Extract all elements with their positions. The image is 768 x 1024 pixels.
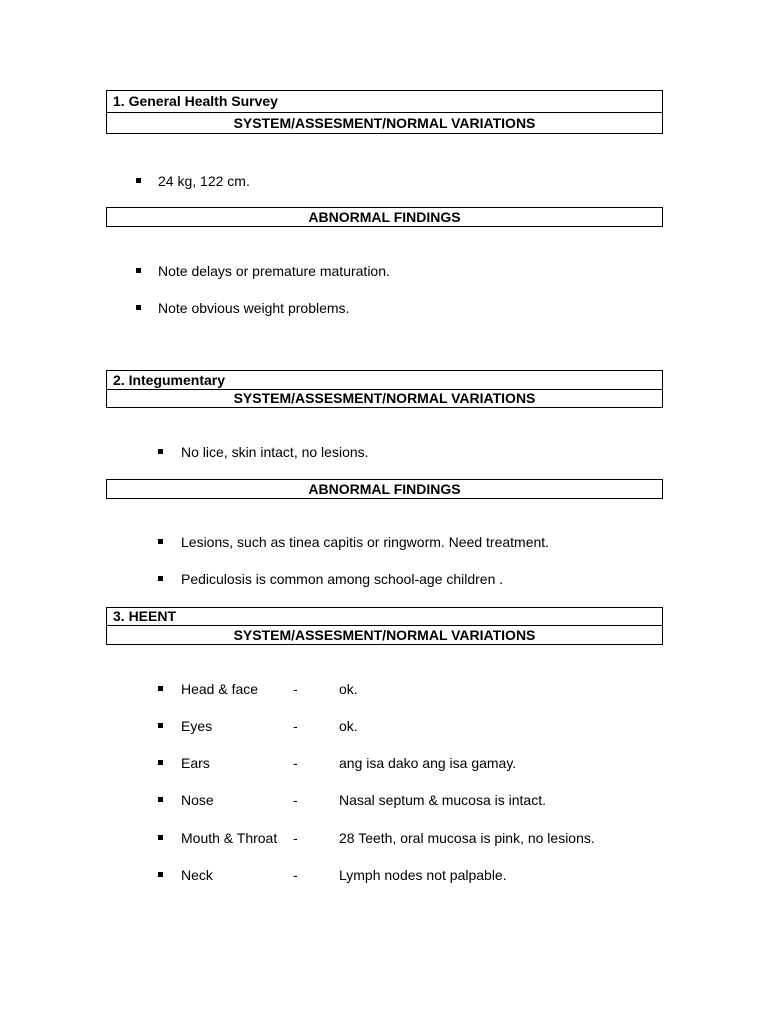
- bullet-icon: [136, 268, 141, 273]
- section-3-header-box: [106, 607, 663, 645]
- heent-row-mouth-throat: Mouth & Throat - 28 Teeth, oral mucosa is pink, no lesions.: [0, 829, 768, 847]
- section-1-header-box: [106, 90, 663, 134]
- bullet-icon: [158, 449, 163, 454]
- heent-row-ears: Ears - ang isa dako ang isa gamay.: [0, 754, 768, 772]
- bullet-icon: [158, 760, 163, 765]
- bullet-icon: [136, 305, 141, 310]
- section-title: 2. Integumentary: [113, 372, 226, 388]
- bullet-icon: [158, 539, 163, 544]
- bullet-icon: [158, 797, 163, 802]
- section-title: 1. General Health Survey: [113, 93, 278, 109]
- section-subheader: SYSTEM/ASSESMENT/NORMAL VARIATIONS: [107, 389, 662, 407]
- heent-row-nose: Nose - Nasal septum & mucosa is intact.: [0, 791, 768, 809]
- bullet-icon: [158, 872, 163, 877]
- section-subheader: SYSTEM/ASSESMENT/NORMAL VARIATIONS: [107, 625, 662, 644]
- bullet-icon: [158, 576, 163, 581]
- abnormal-findings-header: ABNORMAL FINDINGS: [106, 479, 663, 499]
- heent-row-eyes: Eyes - ok.: [0, 717, 768, 735]
- abnormal-findings-header: ABNORMAL FINDINGS: [106, 207, 663, 227]
- bullet-icon: [136, 178, 141, 183]
- bullet-icon: [158, 686, 163, 691]
- heent-row-head-face: Head & face - ok.: [0, 680, 768, 698]
- bullet-icon: [158, 835, 163, 840]
- section-title: 3. HEENT: [113, 608, 177, 624]
- bullet-icon: [158, 723, 163, 728]
- section-2-header-box: [106, 370, 663, 408]
- heent-row-neck: Neck - Lymph nodes not palpable.: [0, 866, 768, 884]
- section-subheader: SYSTEM/ASSESMENT/NORMAL VARIATIONS: [107, 112, 662, 133]
